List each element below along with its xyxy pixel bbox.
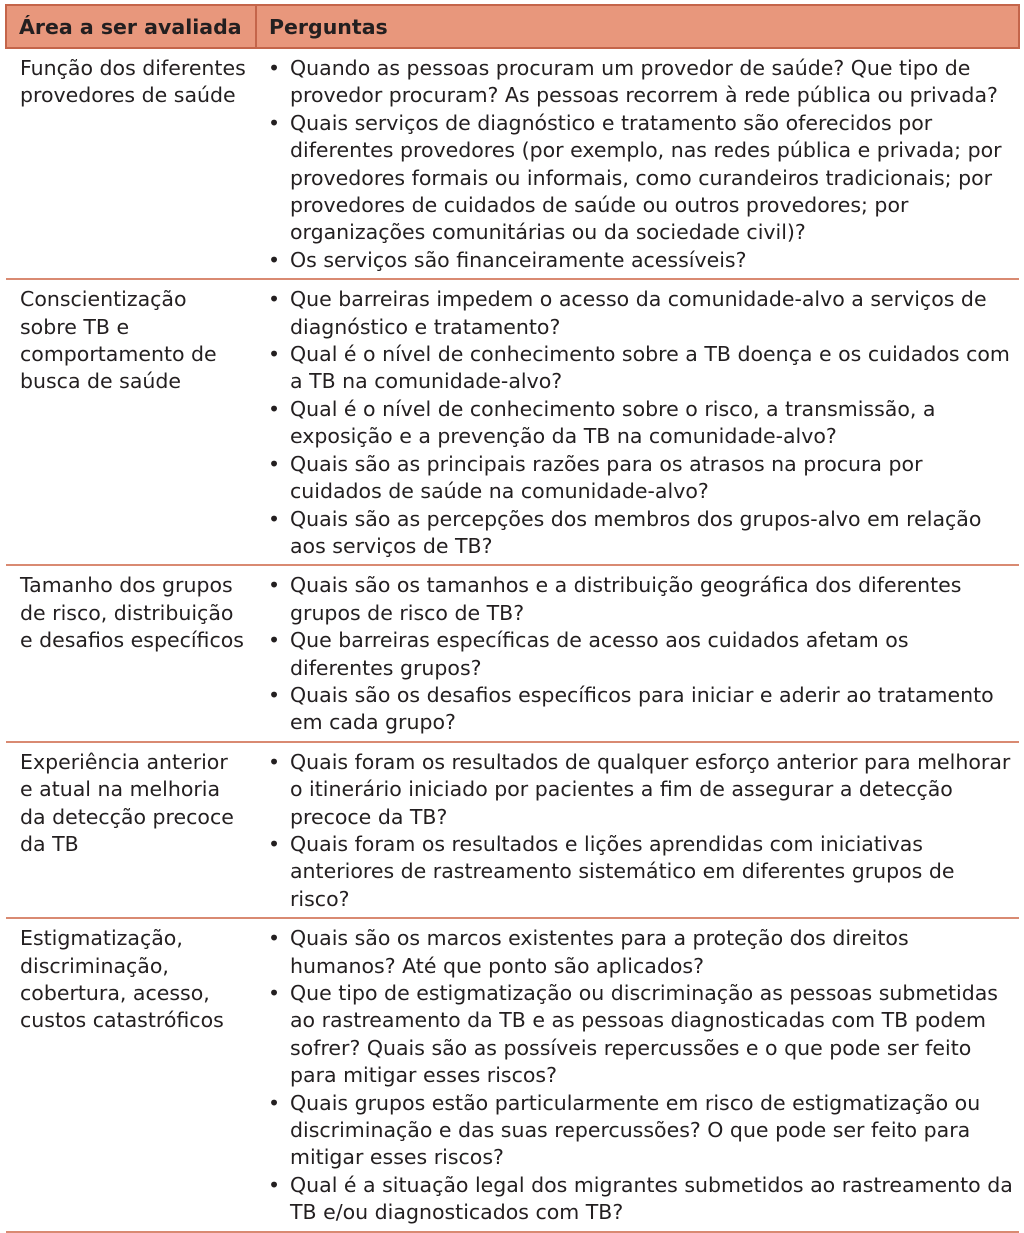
questions-cell	[256, 48, 1019, 279]
header-area: Área a ser avaliada	[6, 5, 256, 48]
question-item: • Que barreiras impedem o acesso da comunidade-alvo a serviços de diagnóstico e tratamento?	[264, 286, 1017, 341]
question-item: • Quando as pessoas procuram um provedor de saúde? Que tipo de provedor procuram? As pessoas recorrem à rede pública ou privada?	[264, 55, 1017, 110]
table-header	[6, 5, 1019, 48]
question-item: • Quais foram os resultados e lições aprendidas com iniciativas anteriores de rastreamento sistemático em diferentes grupos de risco?	[264, 831, 1017, 913]
header-row	[6, 5, 1019, 48]
question-list	[264, 572, 1017, 736]
question-list	[264, 925, 1017, 1226]
question-item: • Quais são os marcos existentes para a proteção dos direitos humanos? Até que ponto são aplicados?	[264, 925, 1017, 980]
area-cell: Estigmatização, discriminação, cobertura, acesso, custos catastróficos	[6, 918, 256, 1231]
question-item: • Quais são as percepções dos membros dos grupos-alvo em relação aos serviços de TB?	[264, 506, 1017, 561]
question-item: • Quais são as principais razões para os atrasos na procura por cuidados de saúde na comunidade-alvo?	[264, 451, 1017, 506]
question-item: • Quais são os desafios específicos para iniciar e aderir ao tratamento em cada grupo?	[264, 682, 1017, 737]
table-row	[6, 742, 1019, 918]
table-body	[6, 48, 1019, 1232]
question-item: • Que tipo de estigmatização ou discriminação as pessoas submetidas ao rastreamento da TB e as pessoas diagnosticadas com TB podem sofrer? Quais são as possíveis repercussões e o que pode ser feito para mitigar esses riscos?	[264, 980, 1017, 1090]
question-item: • Que barreiras específicas de acesso aos cuidados afetam os diferentes grupos?	[264, 627, 1017, 682]
question-item: • Quais foram os resultados de qualquer esforço anterior para melhorar o itinerário iniciado por pacientes a fim de assegurar a detecção precoce da TB?	[264, 749, 1017, 831]
table-row	[6, 918, 1019, 1231]
question-list	[264, 749, 1017, 913]
area-cell: Tamanho dos grupos de risco, distribuição e desafios específicos	[6, 565, 256, 741]
question-item: • Quais serviços de diagnóstico e tratamento são oferecidos por diferentes provedores (por exemplo, nas redes pública e privada; por provedores formais ou informais, como curandeiros tradicionais; por provedores de cuidados de saúde ou outros provedores; por organizações comunitárias ou da sociedade civil)?	[264, 110, 1017, 247]
questions-cell	[256, 279, 1019, 565]
question-list	[264, 55, 1017, 274]
question-item: • Qual é a situação legal dos migrantes submetidos ao rastreamento da TB e/ou diagnosticados com TB?	[264, 1172, 1017, 1227]
area-cell: Função dos diferentes provedores de saúde	[6, 48, 256, 279]
question-item: • Qual é o nível de conhecimento sobre o risco, a transmissão, a exposição e a prevenção da TB na comunidade-alvo?	[264, 396, 1017, 451]
area-cell: Conscientização sobre TB e comportamento de busca de saúde	[6, 279, 256, 565]
questions-cell	[256, 742, 1019, 918]
question-item: • Quais são os tamanhos e a distribuição geográfica dos diferentes grupos de risco de TB?	[264, 572, 1017, 627]
table-row	[6, 565, 1019, 741]
table-row	[6, 279, 1019, 565]
assessment-table	[5, 4, 1020, 1233]
question-list	[264, 286, 1017, 560]
questions-cell	[256, 565, 1019, 741]
questions-cell	[256, 918, 1019, 1231]
question-item: • Os serviços são financeiramente acessíveis?	[264, 247, 1017, 274]
header-questions: Perguntas	[256, 5, 1019, 48]
question-item: • Quais grupos estão particularmente em risco de estigmatização ou discriminação e das suas repercussões? O que pode ser feito para mitigar esses riscos?	[264, 1090, 1017, 1172]
question-item: • Qual é o nível de conhecimento sobre a TB doença e os cuidados com a TB na comunidade-alvo?	[264, 341, 1017, 396]
table-row	[6, 48, 1019, 279]
area-cell: Experiência anterior e atual na melhoria da detecção precoce da TB	[6, 742, 256, 918]
